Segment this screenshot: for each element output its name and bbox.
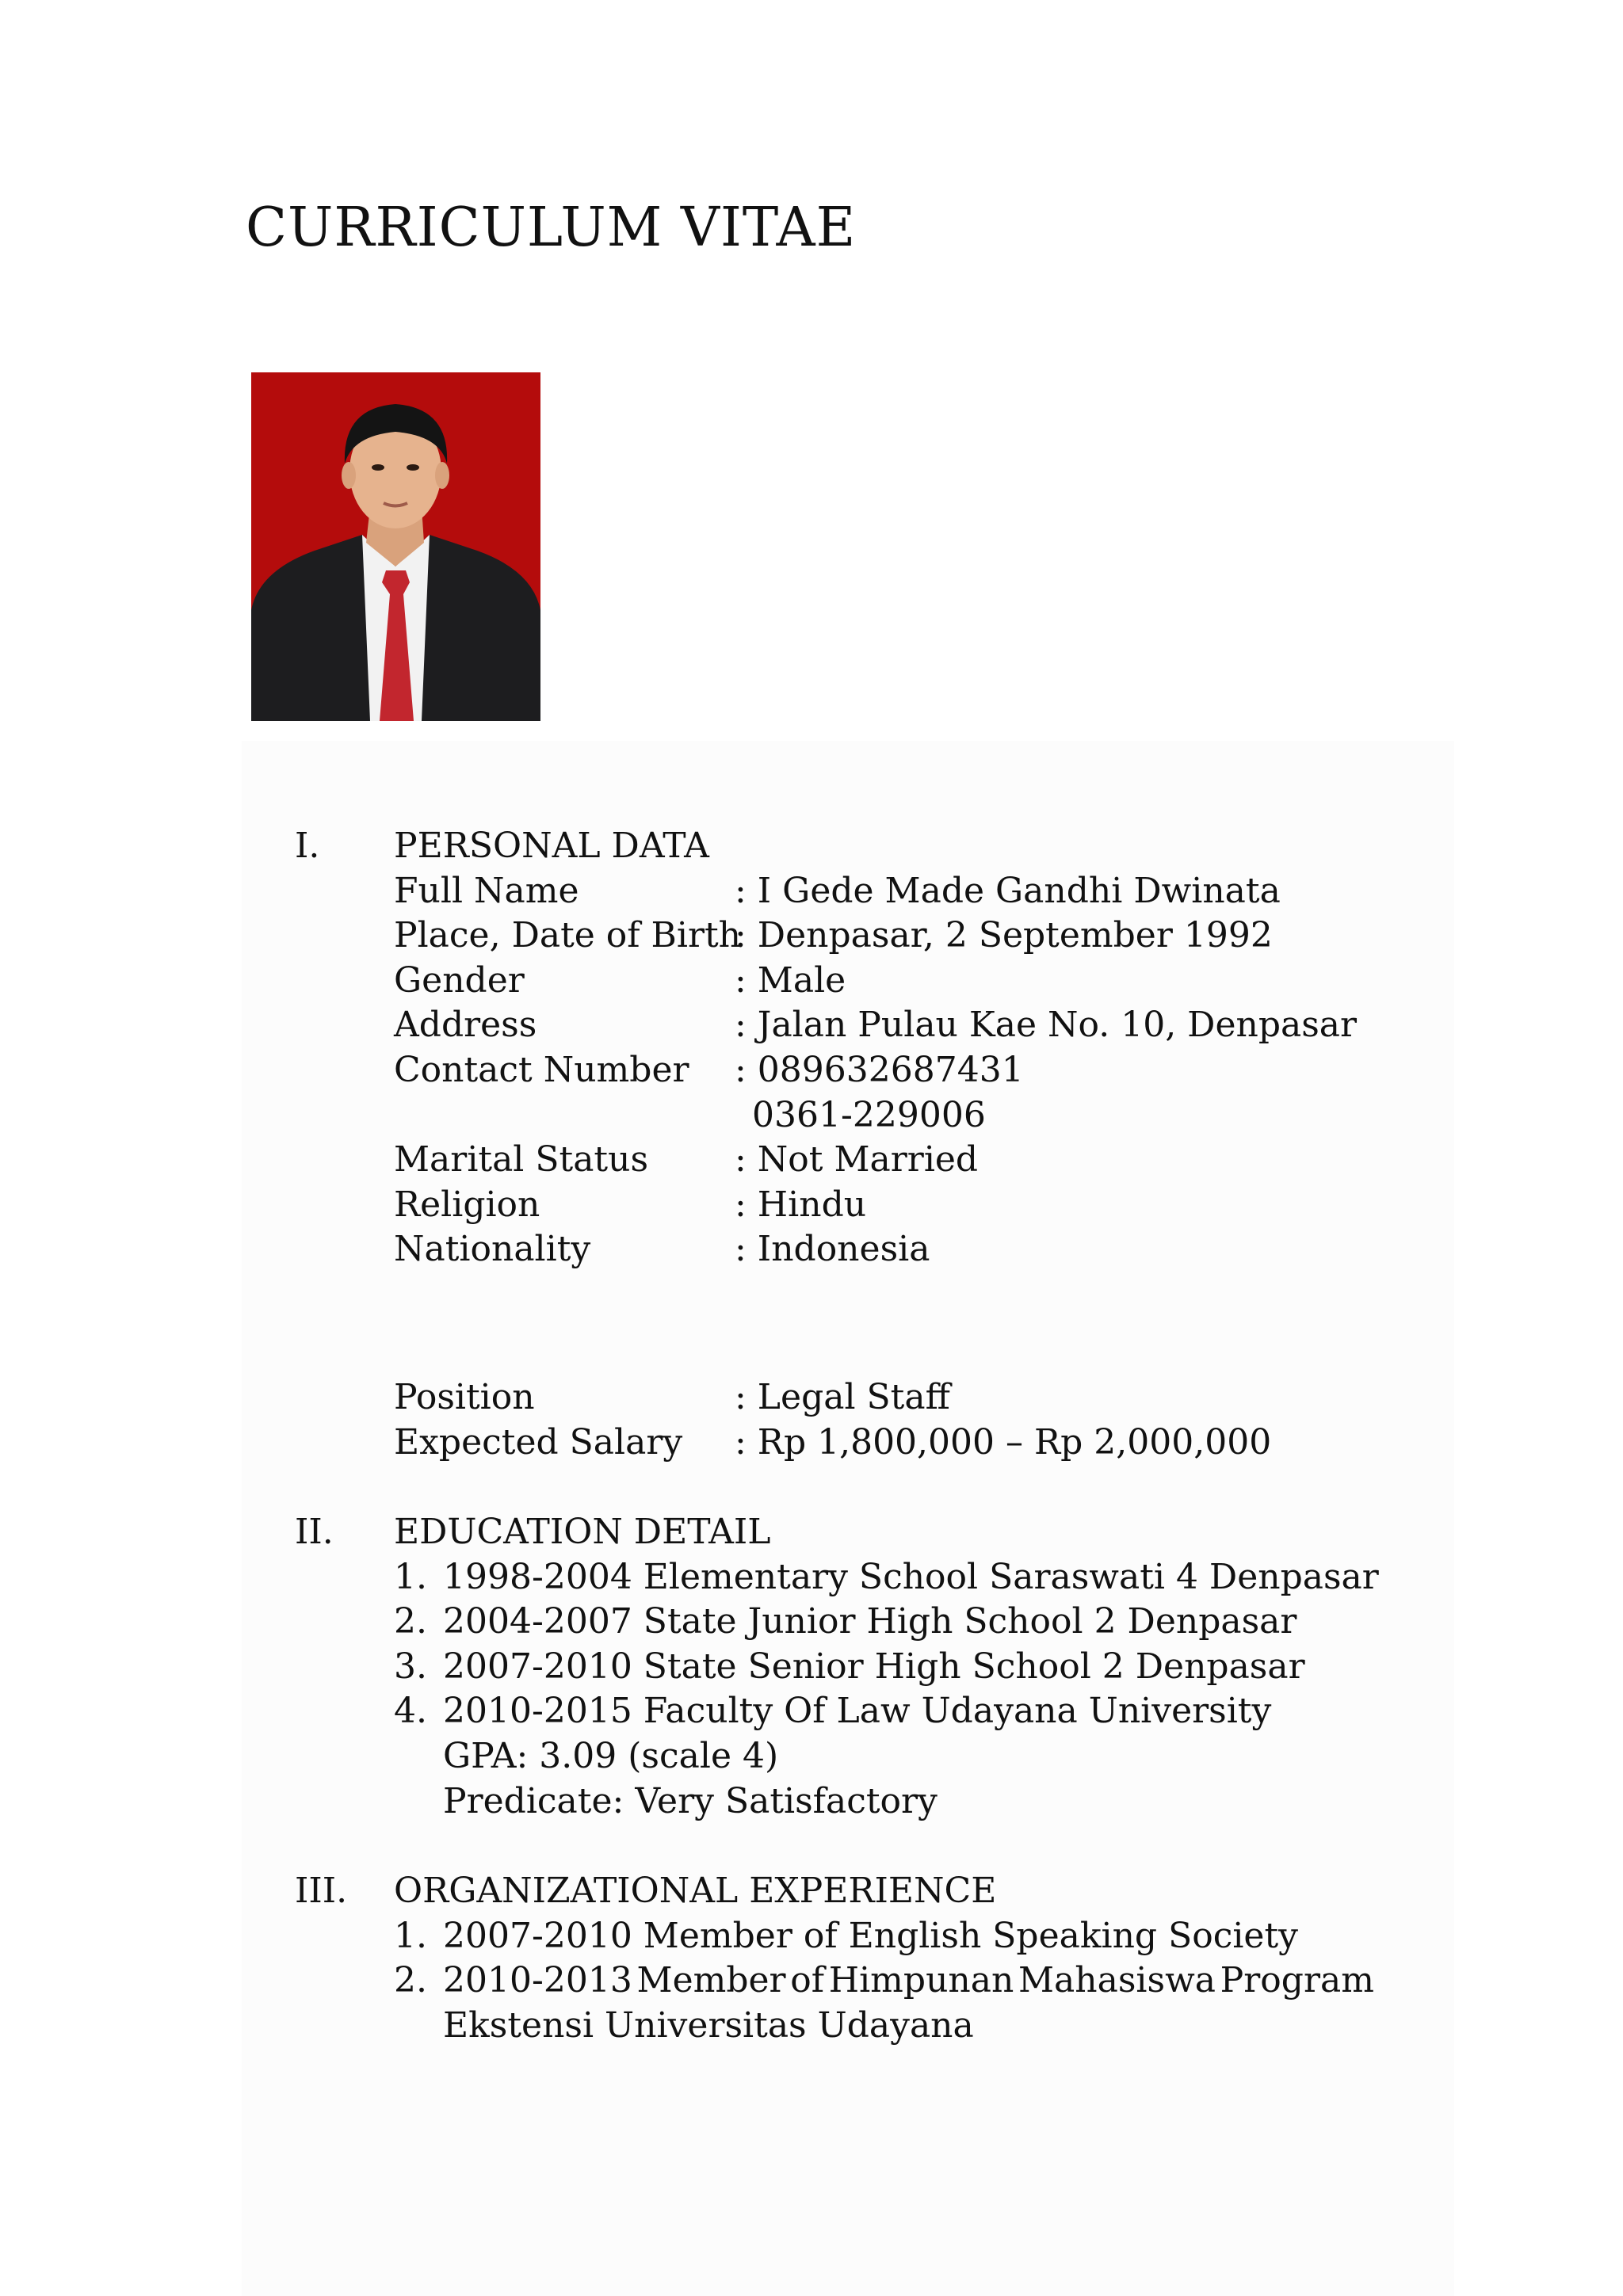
field-row	[295, 1227, 1484, 1272]
list-item	[295, 1914, 1484, 1959]
field-value: 0361-229006	[752, 1094, 986, 1135]
field-row	[295, 1003, 1484, 1048]
list-number: 1.	[394, 1556, 427, 1597]
section-numeral: III.	[295, 1871, 348, 1911]
list-number: 1.	[394, 1915, 427, 1956]
field-row-continuation	[295, 1093, 1484, 1138]
field-value: : Jalan Pulau Kae No. 10, Denpasar	[735, 1005, 1358, 1046]
justified-line	[443, 1958, 1374, 2004]
word: 2010-2013	[443, 1960, 632, 2001]
field-row	[295, 1421, 1484, 1466]
gpa-text: GPA: 3.09 (scale 4)	[443, 1735, 779, 1776]
field-label: Contact Number	[394, 1049, 689, 1090]
field-label: Nationality	[394, 1229, 591, 1270]
section-title: EDUCATION DETAIL	[394, 1512, 771, 1552]
list-text: 2007-2010 Member of English Speaking Society	[443, 1915, 1299, 1956]
field-value: : Denpasar, 2 September 1992	[735, 915, 1273, 956]
field-row	[295, 1375, 1484, 1421]
field-value: : 089632687431	[735, 1049, 1024, 1090]
list-text: 2010-2015 Faculty Of Law Udayana University	[443, 1691, 1272, 1732]
section-heading	[295, 824, 1484, 869]
list-item	[295, 1600, 1484, 1645]
salary-label: Expected Salary	[394, 1421, 683, 1463]
field-label: Place, Date of Birth	[394, 915, 742, 956]
field-row	[295, 869, 1484, 914]
education-section	[295, 1510, 1484, 1824]
field-value: : Not Married	[735, 1139, 979, 1180]
section-numeral: II.	[295, 1512, 334, 1552]
list-item	[295, 1555, 1484, 1600]
document-title: CURRICULUM VITAE	[246, 196, 857, 259]
field-row	[295, 1138, 1484, 1183]
list-text: 2004-2007 State Junior High School 2 Denpasar	[443, 1601, 1297, 1642]
field-value: : Male	[735, 959, 846, 1001]
organization-section	[295, 1869, 1484, 2048]
list-text: 1998-2004 Elementary School Saraswati 4 Denpasar	[443, 1556, 1379, 1597]
list-text: 2007-2010 State Senior High School 2 Denpasar	[443, 1646, 1305, 1687]
list-number: 4.	[394, 1691, 427, 1732]
section-heading	[295, 1869, 1484, 1914]
list-number: 3.	[394, 1646, 427, 1687]
field-row	[295, 1048, 1484, 1093]
list-number: 2.	[394, 1601, 427, 1642]
list-item	[295, 1645, 1484, 1690]
field-label: Full Name	[394, 870, 579, 911]
list-item	[295, 1958, 1484, 2048]
personal-data-section	[295, 824, 1484, 1272]
field-value: : Indonesia	[735, 1229, 930, 1270]
position-value: : Legal Staff	[735, 1377, 950, 1417]
field-row	[295, 913, 1484, 959]
word: Mahasiswa	[1018, 1960, 1216, 2001]
word: Program	[1220, 1960, 1374, 2001]
position-label: Position	[394, 1377, 535, 1417]
word: Member	[636, 1960, 786, 2001]
word: of	[790, 1960, 825, 2001]
field-value: : Hindu	[735, 1184, 867, 1225]
profile-photo	[251, 372, 540, 721]
field-value: : I Gede Made Gandhi Dwinata	[735, 870, 1281, 911]
field-label: Religion	[394, 1184, 540, 1225]
list-number: 2.	[394, 1960, 427, 2001]
job-application-block	[295, 1375, 1484, 1465]
field-label: Address	[394, 1005, 537, 1046]
salary-value: : Rp 1,800,000 – Rp 2,000,000	[735, 1421, 1272, 1463]
field-label: Gender	[394, 959, 525, 1001]
section-heading	[295, 1510, 1484, 1555]
list-text-continuation: Ekstensi Universitas Udayana	[443, 2004, 974, 2046]
field-row	[295, 959, 1484, 1004]
field-label: Marital Status	[394, 1139, 649, 1180]
section-numeral: I.	[295, 826, 320, 866]
section-title: PERSONAL DATA	[394, 826, 709, 866]
predicate-text: Predicate: Very Satisfactory	[443, 1780, 938, 1821]
section-title: ORGANIZATIONAL EXPERIENCE	[394, 1871, 997, 1911]
list-item	[295, 1689, 1484, 1824]
field-row	[295, 1183, 1484, 1228]
word: Himpunan	[828, 1960, 1014, 2001]
